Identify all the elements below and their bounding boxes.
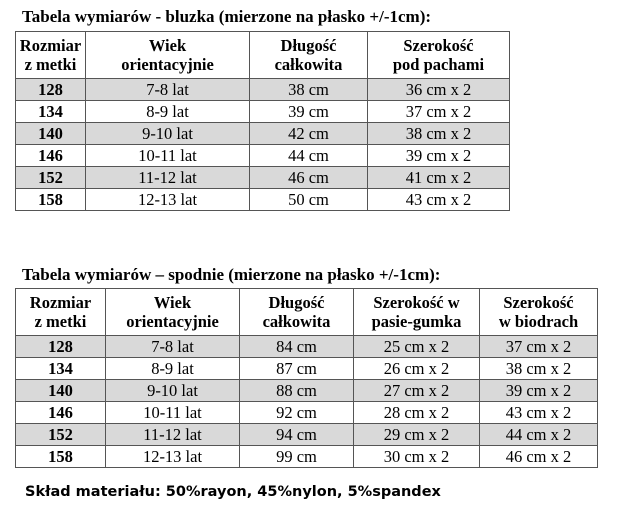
size-cell: 158 [16, 446, 106, 468]
age-cell: 10-11 lat [106, 402, 240, 424]
table-row [16, 402, 598, 424]
length-cell: 99 cm [240, 446, 354, 468]
length-cell: 87 cm [240, 358, 354, 380]
size-cell: 128 [16, 79, 86, 101]
header-length: Długość całkowita [240, 289, 354, 336]
blouse-size-table [15, 31, 510, 211]
length-cell: 92 cm [240, 402, 354, 424]
length-cell: 94 cm [240, 424, 354, 446]
pants-table-title: Tabela wymiarów – spodnie (mierzone na płasko +/-1cm): [22, 265, 441, 284]
header-row [16, 32, 510, 79]
table-row [16, 446, 598, 468]
age-cell: 7-8 lat [86, 79, 250, 101]
header-age: Wiek orientacyjnie [86, 32, 250, 79]
header-waist-width: Szerokość w pasie-gumka [354, 289, 480, 336]
table-row [16, 336, 598, 358]
waist-width-cell: 26 cm x 2 [354, 358, 480, 380]
header-length: Długość całkowita [250, 32, 368, 79]
age-cell: 8-9 lat [106, 358, 240, 380]
waist-width-cell: 25 cm x 2 [354, 336, 480, 358]
waist-width-cell: 28 cm x 2 [354, 402, 480, 424]
waist-width-cell: 27 cm x 2 [354, 380, 480, 402]
table-row [16, 123, 510, 145]
length-cell: 46 cm [250, 167, 368, 189]
age-cell: 12-13 lat [86, 189, 250, 211]
age-cell: 7-8 lat [106, 336, 240, 358]
table-row [16, 380, 598, 402]
waist-width-cell: 29 cm x 2 [354, 424, 480, 446]
header-hip-width: Szerokość w biodrach [480, 289, 598, 336]
age-cell: 11-12 lat [86, 167, 250, 189]
size-cell: 146 [16, 145, 86, 167]
chest-width-cell: 41 cm x 2 [368, 167, 510, 189]
table-row [16, 79, 510, 101]
age-cell: 9-10 lat [86, 123, 250, 145]
chest-width-cell: 36 cm x 2 [368, 79, 510, 101]
size-cell: 140 [16, 380, 106, 402]
size-cell: 140 [16, 123, 86, 145]
size-cell: 128 [16, 336, 106, 358]
table-row [16, 424, 598, 446]
chest-width-cell: 37 cm x 2 [368, 101, 510, 123]
table-row [16, 145, 510, 167]
hip-width-cell: 43 cm x 2 [480, 402, 598, 424]
length-cell: 88 cm [240, 380, 354, 402]
table-row [16, 101, 510, 123]
header-age: Wiek orientacyjnie [106, 289, 240, 336]
size-cell: 134 [16, 358, 106, 380]
material-composition: Skład materiału: 50%rayon, 45%nylon, 5%spandex [25, 484, 441, 500]
age-cell: 11-12 lat [106, 424, 240, 446]
hip-width-cell: 37 cm x 2 [480, 336, 598, 358]
pants-size-table [15, 288, 598, 468]
hip-width-cell: 38 cm x 2 [480, 358, 598, 380]
length-cell: 42 cm [250, 123, 368, 145]
table-row [16, 167, 510, 189]
age-cell: 9-10 lat [106, 380, 240, 402]
chest-width-cell: 38 cm x 2 [368, 123, 510, 145]
size-cell: 134 [16, 101, 86, 123]
blouse-table-title: Tabela wymiarów - bluzka (mierzone na płasko +/-1cm): [22, 7, 432, 26]
age-cell: 10-11 lat [86, 145, 250, 167]
age-cell: 8-9 lat [86, 101, 250, 123]
header-size: Rozmiar z metki [16, 289, 106, 336]
hip-width-cell: 46 cm x 2 [480, 446, 598, 468]
size-cell: 152 [16, 424, 106, 446]
header-chest-width: Szerokość pod pachami [368, 32, 510, 79]
header-row [16, 289, 598, 336]
table-row [16, 189, 510, 211]
size-cell: 158 [16, 189, 86, 211]
age-cell: 12-13 lat [106, 446, 240, 468]
length-cell: 39 cm [250, 101, 368, 123]
length-cell: 44 cm [250, 145, 368, 167]
hip-width-cell: 44 cm x 2 [480, 424, 598, 446]
chest-width-cell: 43 cm x 2 [368, 189, 510, 211]
hip-width-cell: 39 cm x 2 [480, 380, 598, 402]
size-cell: 146 [16, 402, 106, 424]
length-cell: 50 cm [250, 189, 368, 211]
waist-width-cell: 30 cm x 2 [354, 446, 480, 468]
length-cell: 38 cm [250, 79, 368, 101]
table-row [16, 358, 598, 380]
length-cell: 84 cm [240, 336, 354, 358]
chest-width-cell: 39 cm x 2 [368, 145, 510, 167]
header-size: Rozmiar z metki [16, 32, 86, 79]
size-cell: 152 [16, 167, 86, 189]
